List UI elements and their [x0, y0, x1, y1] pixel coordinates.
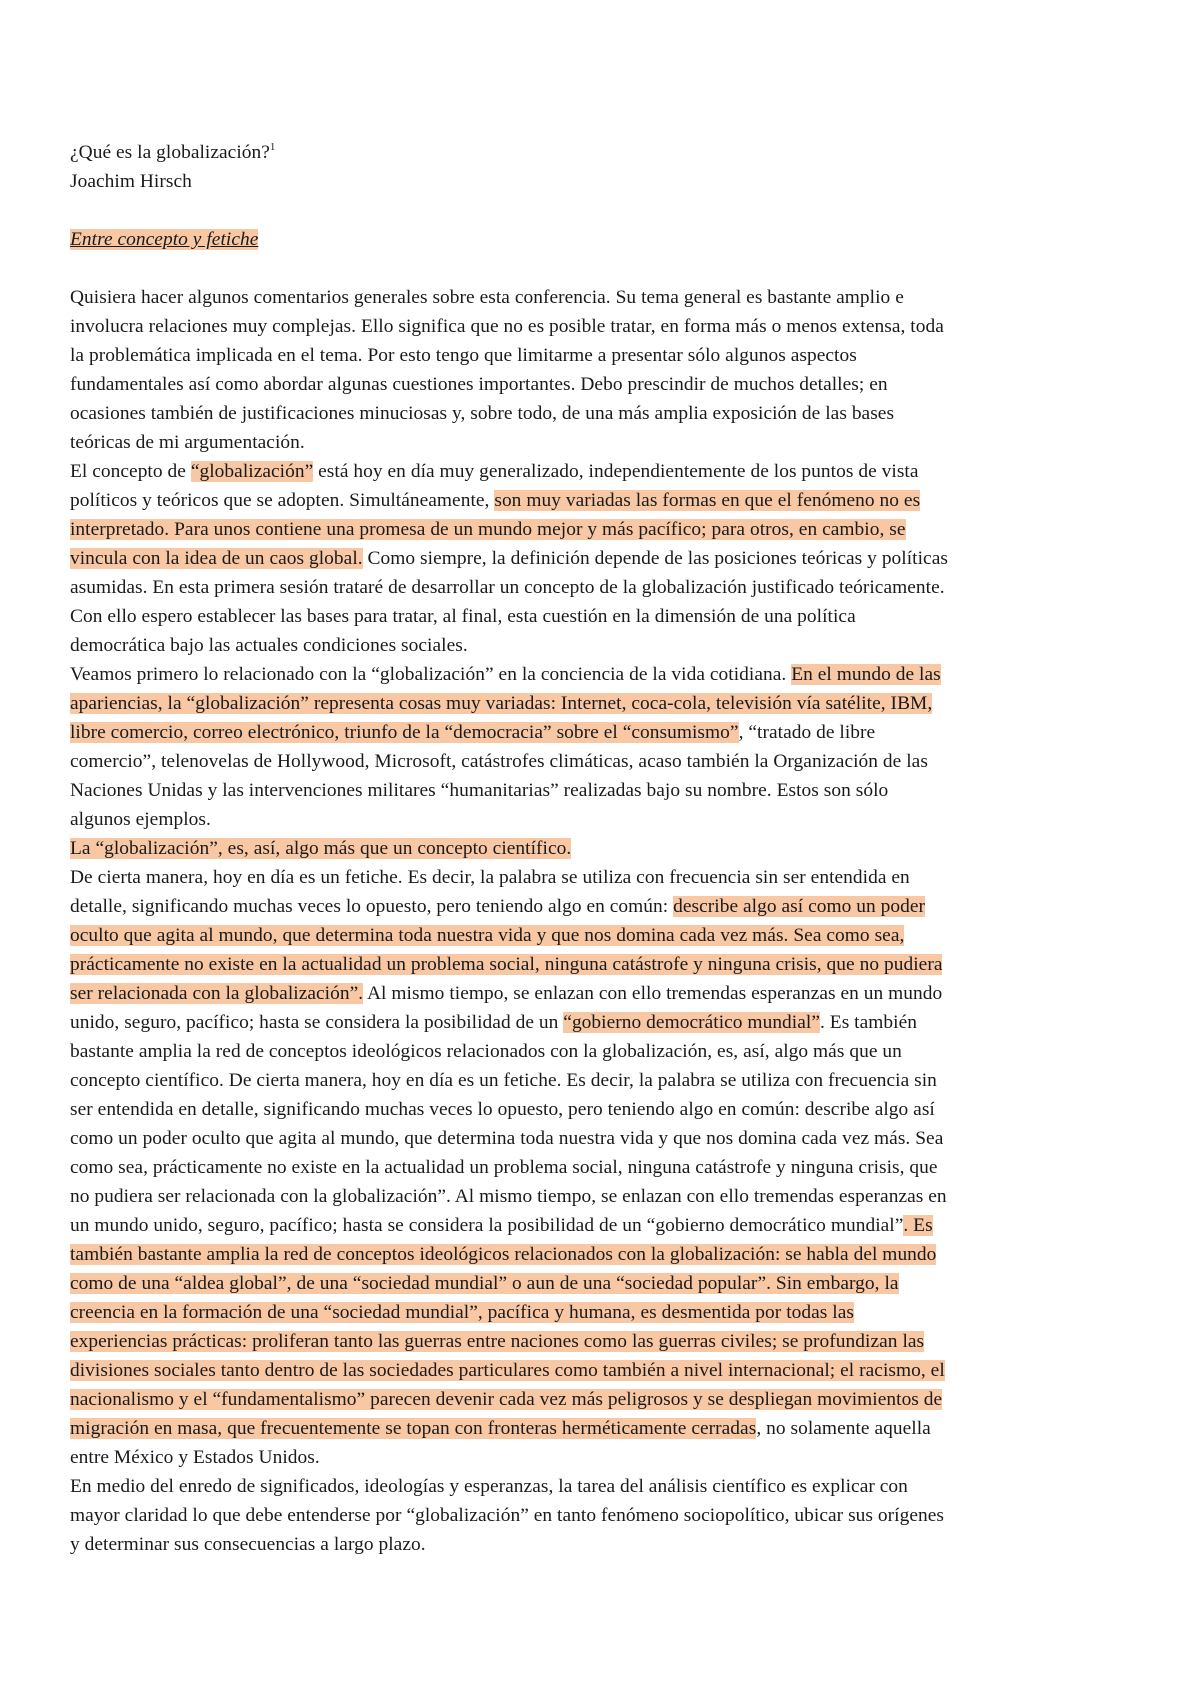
highlighted-text: experiencias prácticas: proliferan tanto las guerras entre naciones como las guerras civiles; se profundizan las [70, 1331, 925, 1352]
text-segment: , “tratado de libre [738, 722, 876, 743]
body-text [70, 283, 1130, 1559]
highlighted-text: como de una “aldea global”, de una “sociedad mundial” o aun de una “sociedad popular”. Sin embargo, la [70, 1273, 899, 1294]
text-line [70, 747, 1130, 776]
text-line [70, 544, 1130, 573]
document-title [70, 138, 1130, 167]
highlighted-text: describe algo así como un poder [673, 896, 926, 917]
text-segment: En medio del enredo de significados, ideologías y esperanzas, la tarea del análisis científico es explicar con [70, 1476, 908, 1497]
section-heading-text: Entre concepto y fetiche [70, 229, 259, 250]
text-line [70, 428, 1130, 457]
text-segment: democrática bajo las actuales condiciones sociales. [70, 635, 468, 656]
highlighted-text: “globalización” [190, 461, 314, 482]
text-segment: Naciones Unidas y las intervenciones militares “humanitarias” realizadas bajo su nombre. Estos son sólo [70, 780, 889, 801]
text-segment: no pudiera ser relacionada con la globalización”. Al mismo tiempo, se enlazan con ello tremendas esperanzas en [70, 1186, 947, 1207]
section-heading [70, 225, 1130, 254]
text-line [70, 950, 1130, 979]
highlighted-text: libre comercio, correo electrónico, triunfo de la “democracia” sobre el “consumismo” [70, 722, 739, 743]
text-segment: involucra relaciones muy complejas. Ello significa que no es posible tratar, en forma más o menos extensa, toda [70, 316, 944, 337]
text-line [70, 1066, 1130, 1095]
text-segment: Quisiera hacer algunos comentarios generales sobre esta conferencia. Su tema general es bastante amplio e [70, 287, 904, 308]
text-line [70, 1327, 1130, 1356]
text-line [70, 1211, 1130, 1240]
text-line [70, 631, 1130, 660]
text-line [70, 689, 1130, 718]
text-segment: está hoy en día muy generalizado, independientemente de los puntos de vista [313, 461, 919, 482]
text-line [70, 457, 1130, 486]
text-segment: Como siempre, la definición depende de las posiciones teóricas y políticas [362, 548, 948, 569]
text-segment: un mundo unido, seguro, pacífico; hasta se considera la posibilidad de un “gobierno democrático mundial” [70, 1215, 904, 1236]
text-line [70, 1472, 1130, 1501]
highlighted-text: vincula con la idea de un caos global. [70, 548, 363, 569]
text-line [70, 1269, 1130, 1298]
text-segment: Veamos primero lo relacionado con la “globalización” en la conciencia de la vida cotidiana. [70, 664, 792, 685]
text-line [70, 1385, 1130, 1414]
text-segment: El concepto de [70, 461, 191, 482]
text-segment: De cierta manera, hoy en día es un fetiche. Es decir, la palabra se utiliza con frecuencia sin ser entendida en [70, 867, 910, 888]
text-line [70, 863, 1130, 892]
text-line [70, 312, 1130, 341]
text-segment: bastante amplia la red de conceptos ideológicos relacionados con la globalización, es, así, algo más que un [70, 1041, 902, 1062]
text-line [70, 1124, 1130, 1153]
text-segment: unido, seguro, pacífico; hasta se considera la posibilidad de un [70, 1012, 564, 1033]
text-segment: comercio”, telenovelas de Hollywood, Microsoft, catástrofes climáticas, acaso también la Organización de las [70, 751, 928, 772]
text-line [70, 1443, 1130, 1472]
text-line [70, 1182, 1130, 1211]
text-segment: ocasiones también de justificaciones minuciosas y, sobre todo, de una más amplia exposición de las bases [70, 403, 895, 424]
footnote-mark[interactable]: 1 [269, 141, 276, 153]
text-line [70, 283, 1130, 312]
text-segment: detalle, significando muchas veces lo opuesto, pero teniendo algo en común: [70, 896, 674, 917]
text-segment: como sea, prácticamente no existe en la actualidad un problema social, ninguna catástrofe y ninguna crisis, que [70, 1157, 938, 1178]
text-line [70, 1240, 1130, 1269]
text-segment: entre México y Estados Unidos. [70, 1447, 320, 1468]
document-page [70, 138, 1130, 1559]
text-segment: la problemática implicada en el tema. Por esto tengo que limitarme a presentar sólo algunos aspectos [70, 345, 857, 366]
spacer [70, 196, 1130, 225]
highlighted-text: también bastante amplia la red de conceptos ideológicos relacionados con la globalización: se habla del mundo [70, 1244, 937, 1265]
title-text: ¿Qué es la globalización? [70, 142, 270, 163]
text-segment: teóricas de mi argumentación. [70, 432, 305, 453]
text-segment: Al mismo tiempo, se enlazan con ello tremendas esperanzas en un mundo [363, 983, 943, 1004]
highlighted-text: nacionalismo y el “fundamentalismo” parecen devenir cada vez más peligrosos y se despliegan movimientos de [70, 1389, 943, 1410]
text-line [70, 1008, 1130, 1037]
highlighted-text: interpretado. Para unos contiene una promesa de un mundo mejor y más pacífico; para otros, en cambio, se [70, 519, 906, 540]
highlighted-text: son muy variadas las formas en que el fenómeno no es [494, 490, 921, 511]
text-line [70, 834, 1130, 863]
text-line [70, 370, 1130, 399]
text-line [70, 1530, 1130, 1559]
highlighted-text: prácticamente no existe en la actualidad un problema social, ninguna catástrofe y ninguna crisis, que no pudiera [70, 954, 943, 975]
highlighted-text: “gobierno democrático mundial” [563, 1012, 820, 1033]
text-line [70, 602, 1130, 631]
text-segment: concepto científico. De cierta manera, hoy en día es un fetiche. Es decir, la palabra se utiliza con frecuencia sin [70, 1070, 937, 1091]
text-segment: , no solamente aquella [756, 1418, 931, 1439]
text-segment: Con ello espero establecer las bases para tratar, al final, esta cuestión en la dimensión de una política [70, 606, 856, 627]
text-segment: asumidas. En esta primera sesión trataré de desarrollar un concepto de la globalización justificado teóricamente. [70, 577, 945, 598]
text-line [70, 1501, 1130, 1530]
text-line [70, 399, 1130, 428]
highlighted-text: oculto que agita al mundo, que determina toda nuestra vida y que nos domina cada vez más. Sea como sea, [70, 925, 905, 946]
highlighted-text: ser relacionada con la globalización”. [70, 983, 364, 1004]
highlighted-text: En el mundo de las [791, 664, 941, 685]
text-line [70, 1414, 1130, 1443]
text-segment: fundamentales así como abordar algunas cuestiones importantes. Debo prescindir de muchos detalles; en [70, 374, 888, 395]
highlighted-text: migración en masa, que frecuentemente se topan con fronteras herméticamente cerradas [70, 1418, 757, 1439]
text-line [70, 921, 1130, 950]
highlighted-text: apariencias, la “globalización” representa cosas muy variadas: Internet, coca-cola, televisión vía satélite, IBM, [70, 693, 933, 714]
text-segment: como un poder oculto que agita al mundo, que determina toda nuestra vida y que nos domina cada vez más. Sea [70, 1128, 944, 1149]
author-name: Joachim Hirsch [70, 171, 192, 192]
text-line [70, 1095, 1130, 1124]
text-line [70, 1356, 1130, 1385]
spacer [70, 254, 1130, 283]
text-line [70, 1298, 1130, 1327]
text-segment: mayor claridad lo que debe entenderse por “globalización” en tanto fenómeno sociopolítico, ubicar sus orígenes [70, 1505, 944, 1526]
text-line [70, 892, 1130, 921]
text-line [70, 1153, 1130, 1182]
text-line [70, 979, 1130, 1008]
text-line [70, 776, 1130, 805]
text-segment: ser entendida en detalle, significando muchas veces lo opuesto, pero teniendo algo en común: describe algo así [70, 1099, 935, 1120]
text-line [70, 1037, 1130, 1066]
text-segment: políticos y teóricos que se adopten. Simultáneamente, [70, 490, 495, 511]
text-line [70, 805, 1130, 834]
text-line [70, 718, 1130, 747]
highlighted-text: . Es [903, 1215, 933, 1236]
text-segment: algunos ejemplos. [70, 809, 211, 830]
text-line [70, 486, 1130, 515]
text-line [70, 660, 1130, 689]
highlighted-text: divisiones sociales tanto dentro de las sociedades particulares como también a nivel internacional; el racismo, el [70, 1360, 945, 1381]
highlighted-text: creencia en la formación de una “sociedad mundial”, pacífica y humana, es desmentida por todas las [70, 1302, 854, 1323]
text-segment: . Es también [820, 1012, 917, 1033]
highlighted-text: La “globalización”, es, así, algo más que un concepto científico. [70, 838, 572, 859]
text-line [70, 341, 1130, 370]
text-segment: y determinar sus consecuencias a largo plazo. [70, 1534, 426, 1555]
text-line [70, 515, 1130, 544]
text-line [70, 573, 1130, 602]
